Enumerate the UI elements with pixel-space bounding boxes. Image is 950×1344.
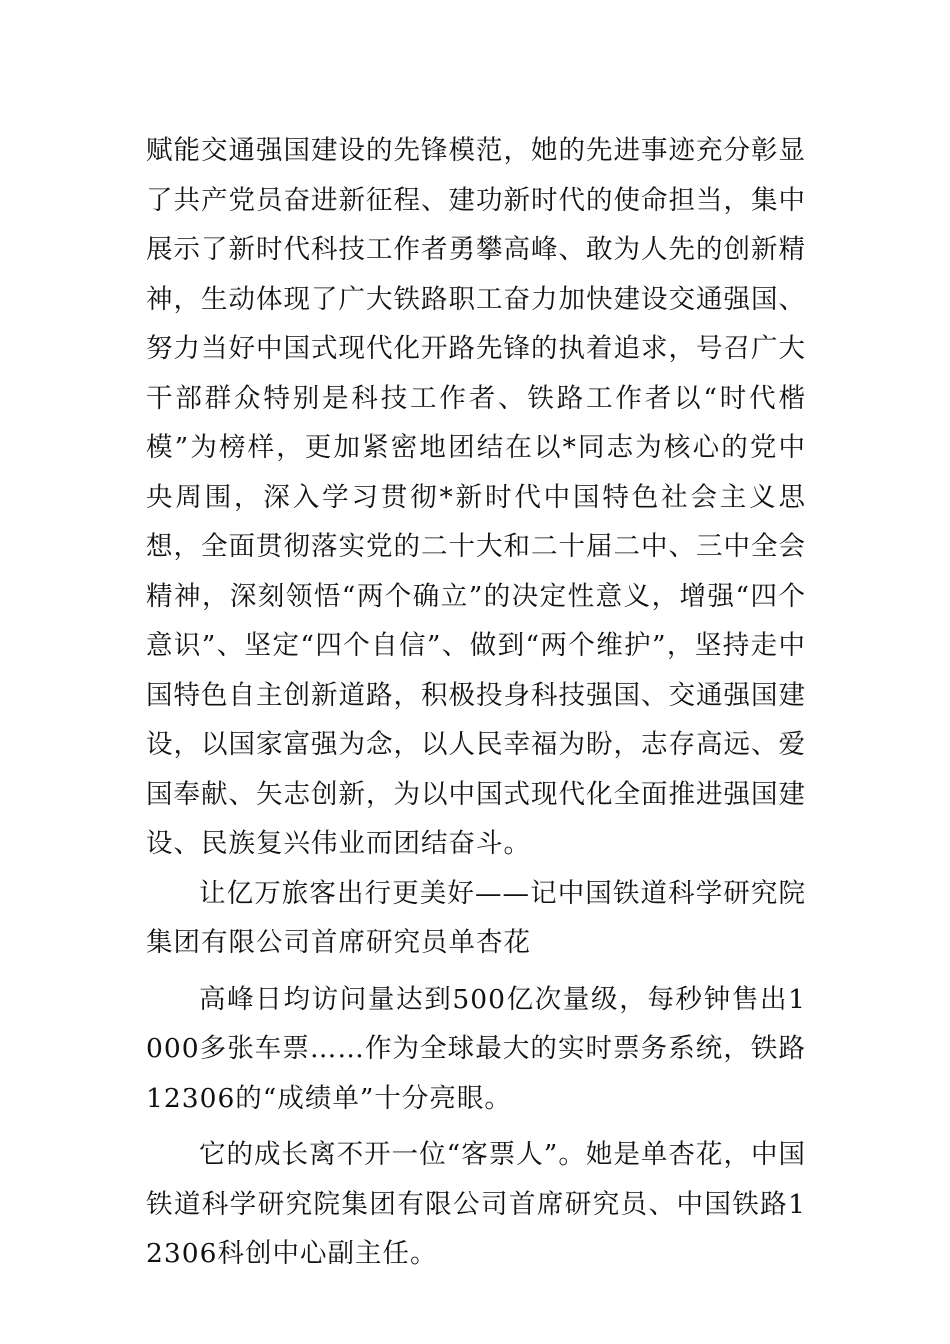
paragraph-gap [146, 1123, 806, 1130]
body-paragraph-intro: 它的成长离不开一位“客票人”。她是单杏花，中国铁道科学研究院集团有限公司首席研究员、中国铁路12306科创中心副主任。 [146, 1139, 806, 1269]
body-paragraph-continuation: 赋能交通强国建设的先锋模范，她的先进事迹充分彰显了共产党员奋进新征程、建功新时代的使命担当，集中展示了新时代科技工作者勇攀高峰、敢为人先的创新精神，生动体现了广大铁路职工奋力加快建设交通强国、努力当好中国式现代化开路先锋的执着追求，号召广大干部群众特别是科技工作者、铁路工作者以“时代楷模”为榜样，更加紧密地团结在以*同志为核心的党中央周围，深入学习贯彻*新时代中国特色社会主义思想，全面贯彻落实党的二十大和二十届二中、三中全会精神，深刻领悟“两个确立”的决定性意义，增强“四个意识”、坚定“四个自信”、做到“两个维护”，坚持走中国特色自主创新道路，积极投身科技强国、交通强国建设，以国家富强为念，以人民幸福为盼，志存高远、爱国奉献、矢志创新，为以中国式现代化全面推进强国建设、民族复兴伟业而团结奋斗。 [146, 135, 806, 859]
body-paragraph-stats: 高峰日均访问量达到500亿次量级，每秒钟售出1000多张车票……作为全球最大的实时票务系统，铁路12306的“成绩单”十分亮眼。 [146, 983, 806, 1114]
article-heading: 让亿万旅客出行更美好——记中国铁道科学研究院集团有限公司首席研究员单杏花 [146, 877, 806, 958]
document-page [146, 126, 806, 1279]
paragraph-gap [146, 968, 806, 975]
